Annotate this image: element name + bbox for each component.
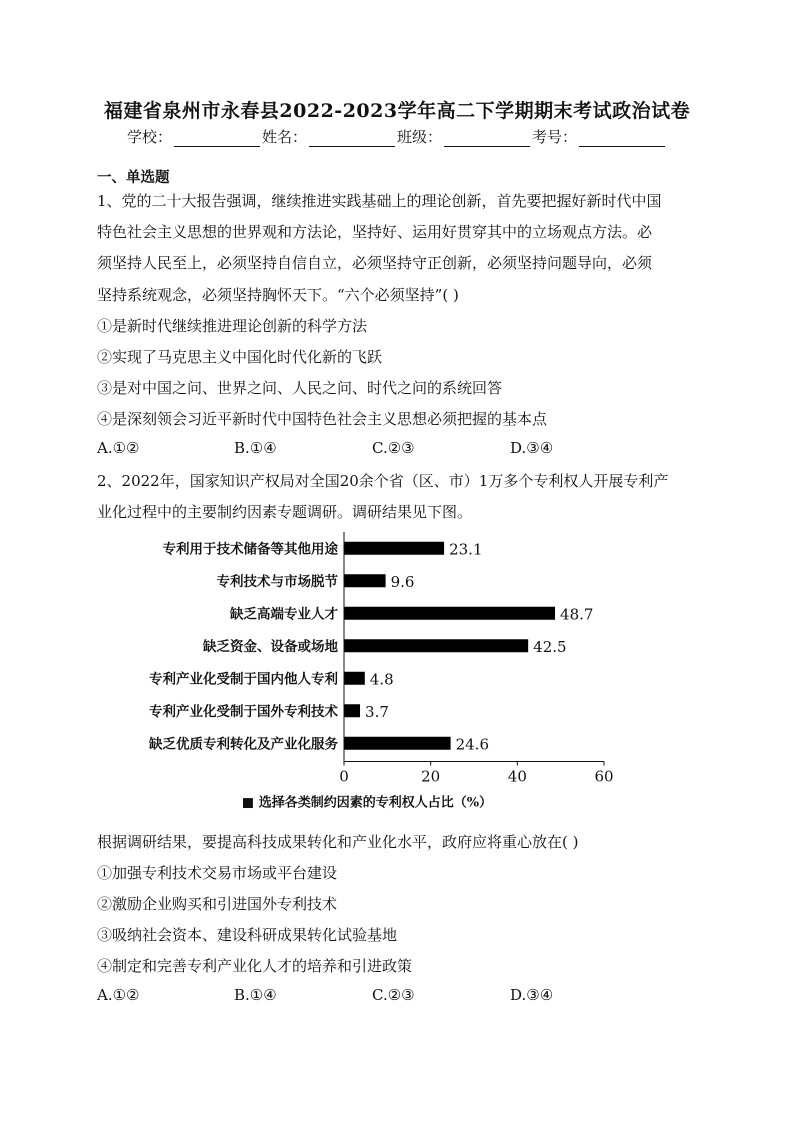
q1-option-a[interactable]: A.①② [97,439,140,457]
data-label: 3.7 [365,702,389,721]
q2-option-d[interactable]: D.③④ [510,986,554,1004]
q2-statement-1: ①加强专利技术交易市场或平台建设 [97,864,338,882]
chart-legend: ■ 选择各类制约因素的专利权人占比（%） [241,795,493,811]
bar [344,607,555,620]
category-label: 缺乏资金、设备或场地 [203,638,338,655]
q2-stem-line: 业化过程中的主要制约因素专题调研。调研结果见下图。 [97,503,473,521]
bar [344,704,360,717]
category-label: 专利技术与市场脱节 [216,573,338,590]
data-label: 24.6 [455,735,490,754]
class-blank[interactable] [444,132,530,147]
school-label: 学校： [126,128,172,146]
constraint-factors-bar-chart [97,530,697,820]
q2-option-a[interactable]: A.①② [97,986,140,1004]
x-tick-label: 0 [339,767,349,786]
q1-statement-2: ②实现了马克思主义中国化时代化新的飞跃 [97,348,383,366]
q1-stem-line: 须坚持人民至上，必须坚持自信自立，必须坚持守正创新，必须坚持问题导向，必须 [97,254,653,272]
q2-statement-3: ③吸纳社会资本、建设科研成果转化试验基地 [97,926,398,944]
name-label: 姓名： [261,128,307,146]
category-label: 缺乏优质专利转化及产业化服务 [149,736,338,753]
q2-option-b[interactable]: B.①④ [234,986,277,1004]
q1-option-b[interactable]: B.①④ [234,439,277,457]
q1-statement-1: ①是新时代继续推进理论创新的科学方法 [97,317,368,335]
q1-stem-line: 特色社会主义思想的世界观和方法论，坚持好、运用好贯穿其中的立场观点方法。必 [97,223,653,241]
q2-statement-4: ④制定和完善专利产业化人才的培养和引进政策 [97,957,413,975]
data-label: 4.8 [369,670,394,689]
q1-statement-3: ③是对中国之问、世界之问、人民之问、时代之问的系统回答 [97,379,503,397]
exam-number-blank[interactable] [579,132,665,147]
category-label: 专利产业化受制于国内他人专利 [149,671,338,688]
q1-stem-line: 坚持系统观念，必须坚持胸怀天下。“六个必须坚持”( ) [97,286,459,304]
q2-option-c[interactable]: C.②③ [372,986,415,1004]
bar [344,737,451,750]
name-blank[interactable] [309,132,395,147]
student-info-row [0,126,794,147]
category-label: 缺乏高端专业人才 [230,606,338,623]
x-tick-label: 40 [507,767,527,786]
q1-statement-4: ④是深刻领会习近平新时代中国特色社会主义思想必须把握的基本点 [97,410,548,428]
bar [344,542,444,555]
q2-statement-2: ②激励企业购买和引进国外专利技术 [97,895,338,913]
class-label: 班级： [397,128,443,146]
bar [344,574,386,587]
category-label: 专利产业化受制于国外专利技术 [149,703,338,720]
exam-number-label: 考号： [532,128,578,146]
data-label: 42.5 [533,637,567,656]
section-title: 一、单选题 [97,169,170,186]
q2-stem-line: 2、2022年，国家知识产权局对全国20余个省（区、市）1万多个专利权人开展专利产 [97,472,669,490]
q1-option-d[interactable]: D.③④ [510,439,554,457]
q1-option-c[interactable]: C.②③ [372,439,415,457]
exam-title: 福建省泉州市永春县2022-2023学年高二下学期期末考试政治试卷 [103,100,691,122]
bar [344,639,528,652]
bar [344,672,365,685]
data-label: 48.7 [560,605,594,624]
x-tick-label: 60 [594,767,614,786]
x-tick-label: 20 [421,767,441,786]
data-label: 23.1 [449,540,483,559]
school-blank[interactable] [174,132,260,147]
category-label: 专利用于技术储备等其他用途 [162,541,338,558]
q1-stem-line: 1、党的二十大报告强调，继续推进实践基础上的理论创新，首先要把握好新时代中国 [97,192,662,210]
data-label: 9.6 [390,572,415,591]
q2-question-line: 根据调研结果，要提高科技成果转化和产业化水平，政府应将重心放在( ) [97,833,579,851]
